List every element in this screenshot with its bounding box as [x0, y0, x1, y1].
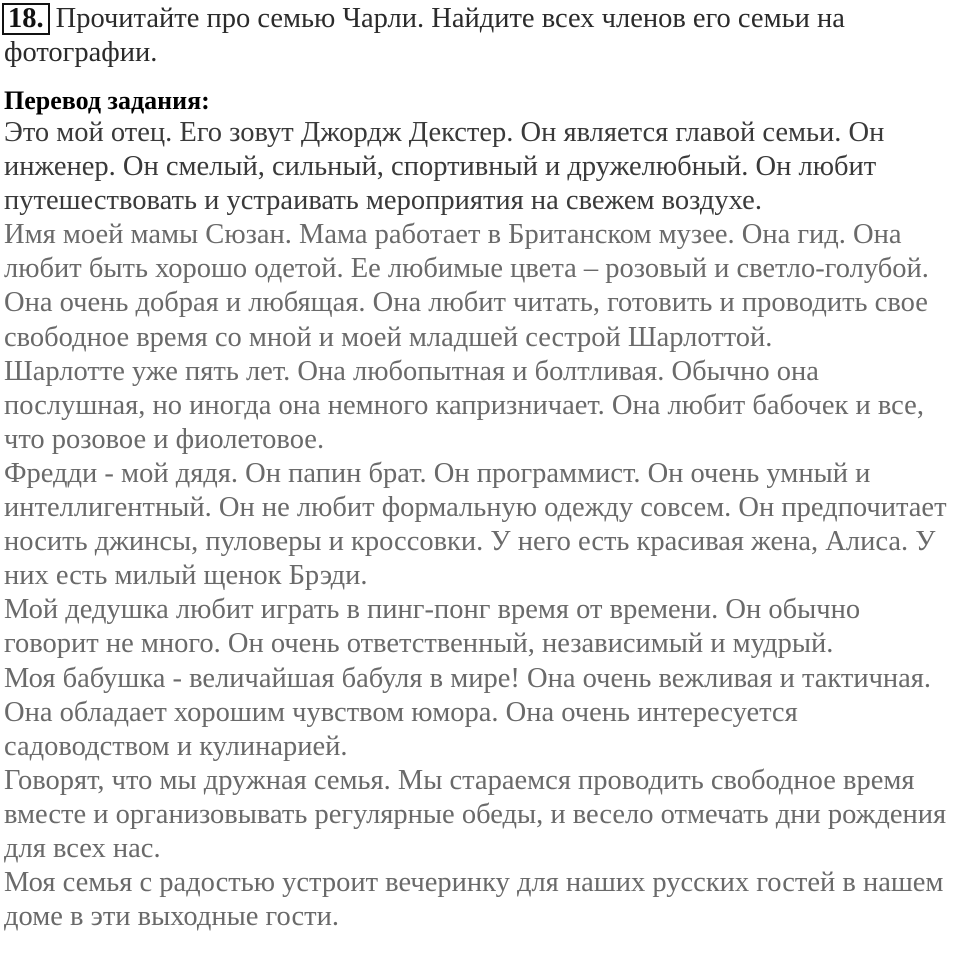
task-instruction: Прочитайте про семью Чарли. Найдите всех членов его семьи на фотографии.: [4, 3, 845, 68]
paragraph-grandmother: Моя бабушка - величайшая бабуля в мире! Она очень вежливая и тактичная. Она обладает хорошим чувством юмора. Она очень интересуется садоводством и кулинарией.: [4, 662, 932, 762]
paragraph-uncle: Фредди - мой дядя. Он папин брат. Он программист. Он очень умный и интеллигентный. Он не любит формальную одежду совсем. Он предпочитает носить джинсы, пуловеры и кроссовки. У него есть красивая жена, Алиса. У них есть милый щенок Брэди.: [4, 457, 947, 592]
paragraph-father: Это мой отец. Его зовут Джордж Декстер. Он является главой семьи. Он инженер. Он смелый, сильный, спортивный и дружелюбный. Он любит путешествовать и устраивать мероприятия на свежем воздухе.: [4, 117, 885, 217]
paragraph-grandfather: Мой дедушка любит играть в пинг-понг время от времени. Он обычно говорит не много. Он очень ответственный, независимый и мудрый.: [4, 594, 861, 660]
paragraph-sister: Шарлотте уже пять лет. Она любопытная и болтливая. Обычно она послушная, но иногда она немного капризничает. Она любит бабочек и все, что розовое и фиолетовое.: [4, 355, 924, 455]
task-number: 18.: [2, 3, 50, 35]
paragraph-family: Говорят, что мы дружная семья. Мы стараемся проводить свободное время вместе и организовывать регулярные обеды, и весело отмечать дни рождения для всех нас.: [4, 764, 947, 864]
paragraph-party: Моя семья с радостью устроит вечеринку для наших русских гостей в нашем доме в эти выходные гости.: [4, 867, 944, 933]
translation-title: Перевод задания:: [4, 86, 210, 115]
task-header: [4, 2, 958, 70]
paragraph-mother: Имя моей мамы Сюзан. Мама работает в Британском музее. Она гид. Она любит быть хорошо одетой. Ее любимые цвета – розовый и светло-голубой. Она очень добрая и любящая. Она любит читать, готовить и проводить свое свободное время со мной и моей младшей сестрой Шарлоттой.: [4, 219, 929, 353]
document-page: [4, 2, 958, 934]
translation-body: [4, 116, 958, 934]
